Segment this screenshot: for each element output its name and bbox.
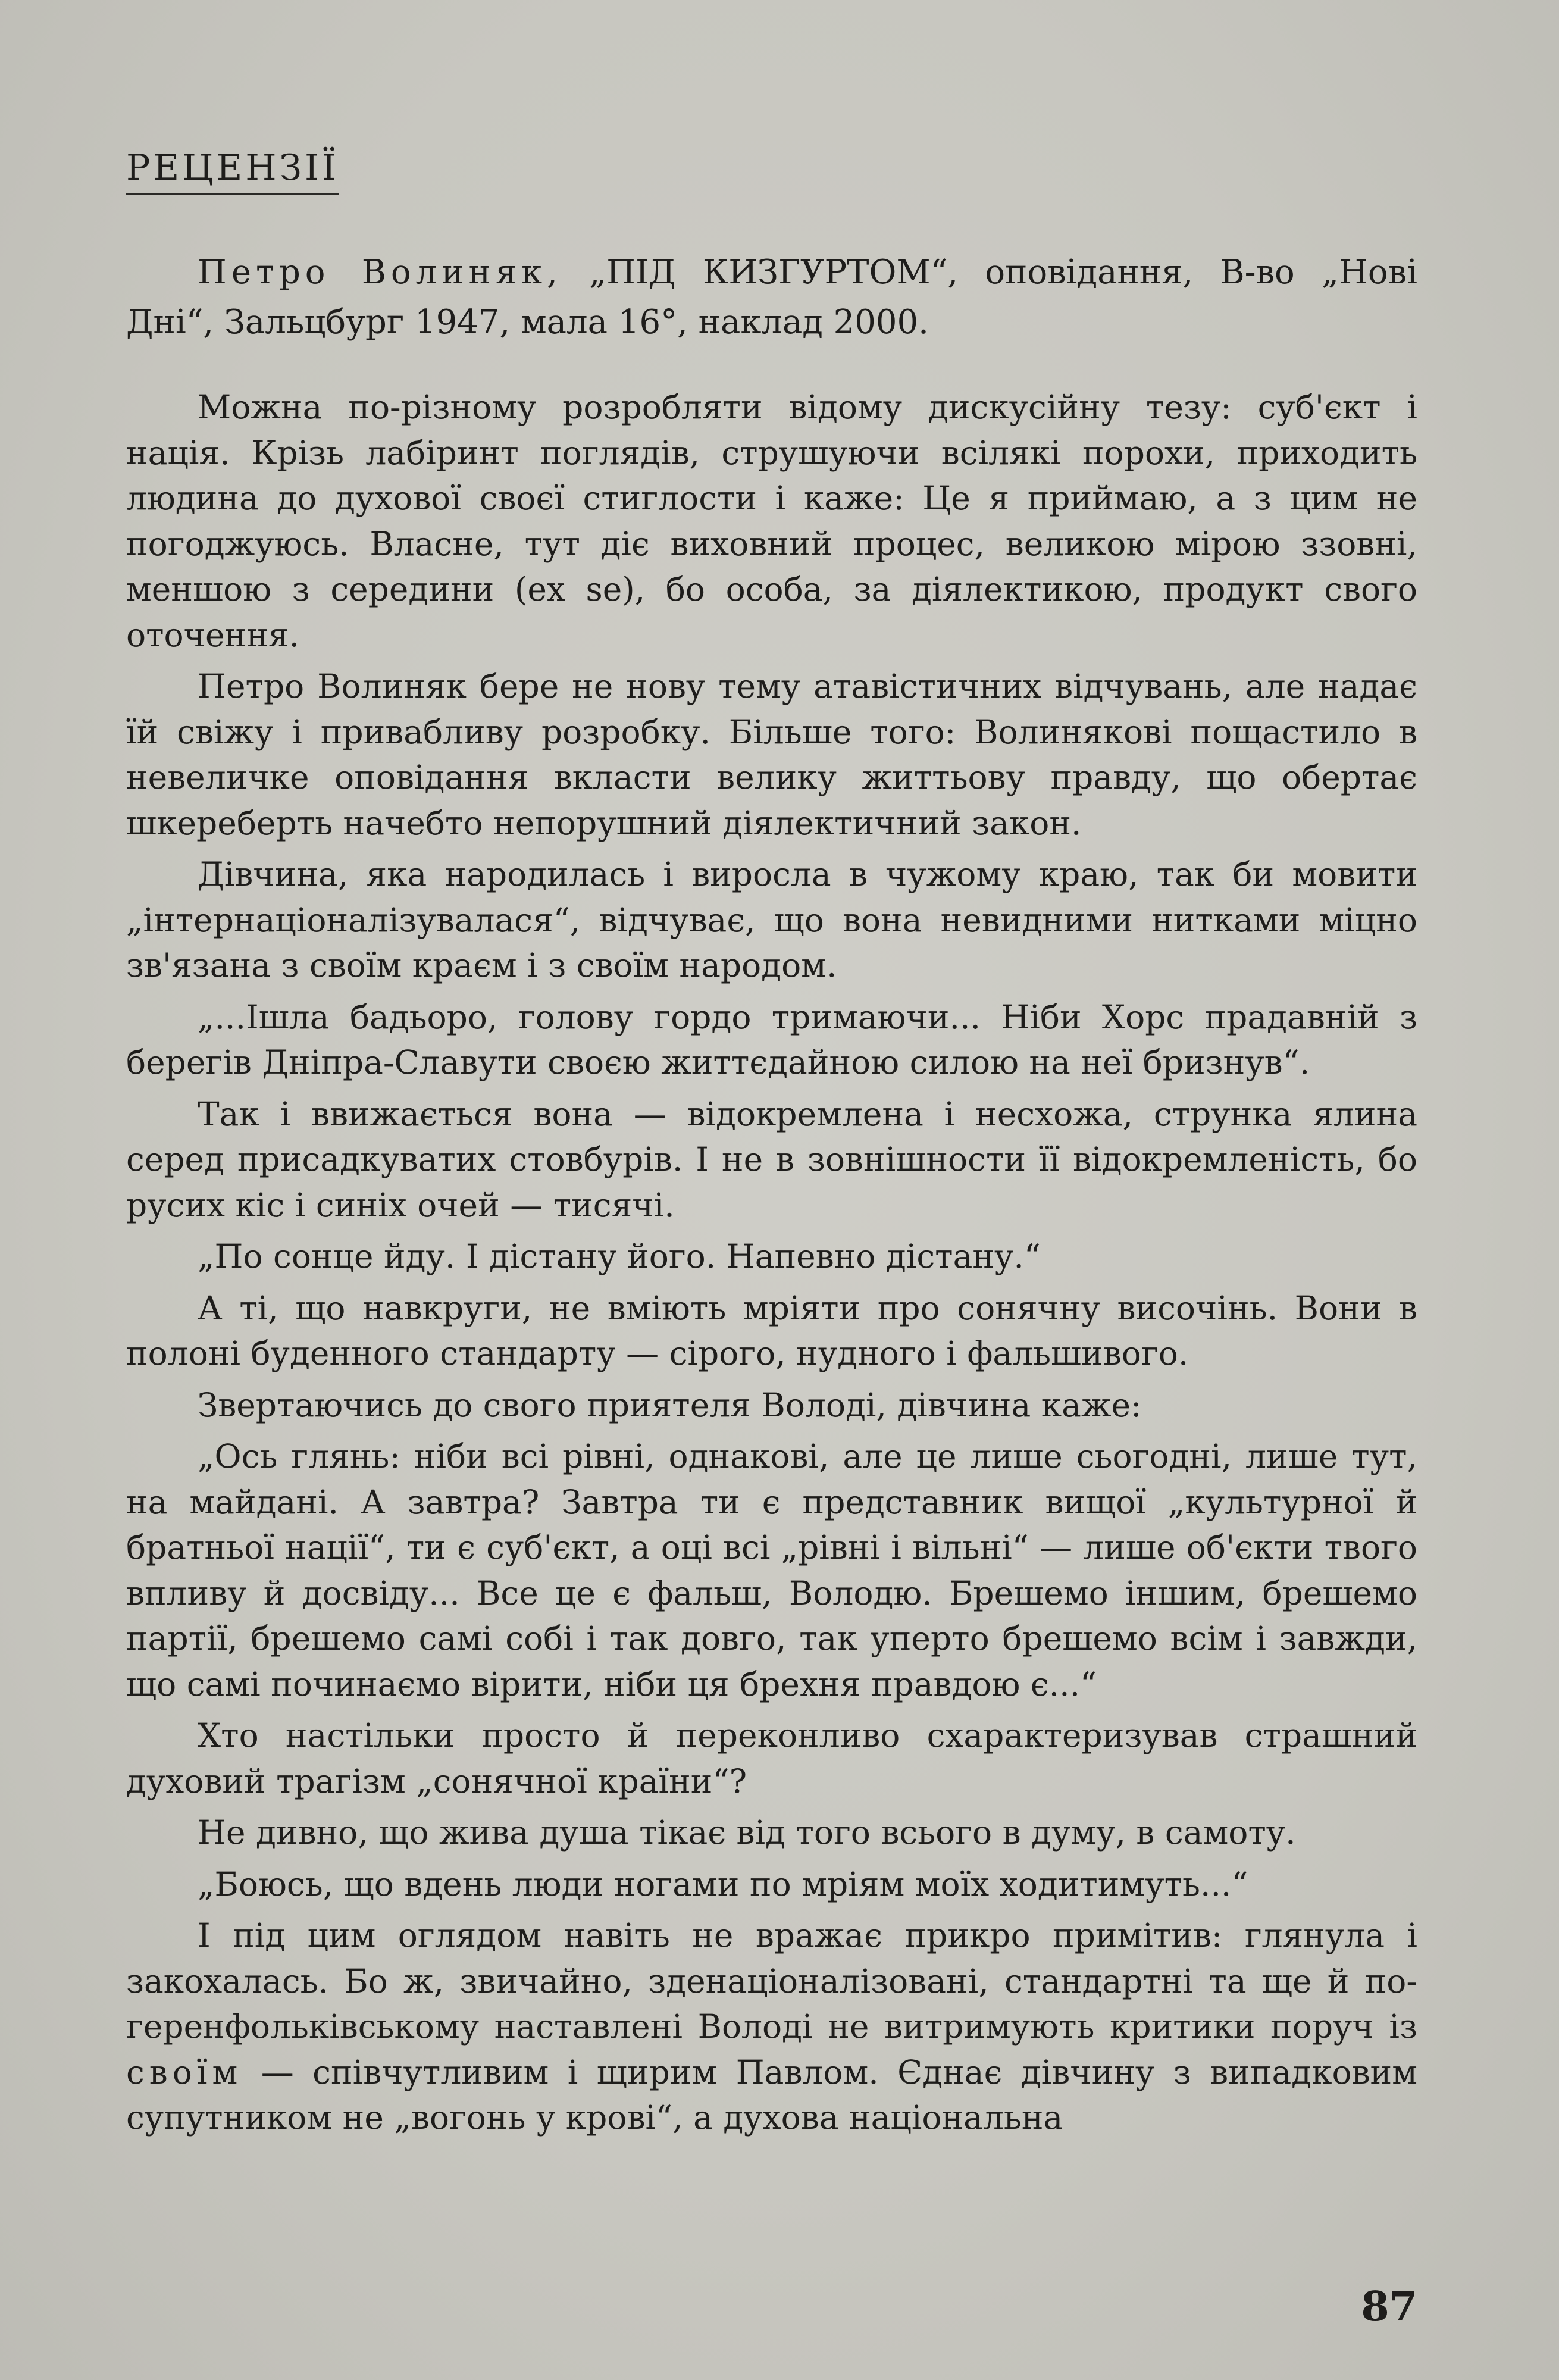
paragraph: А ті, що навкруги, не вміють мріяти про сонячну височінь. Вони в полоні буденного стандарту — сірого, нудного і фальшивого. <box>126 1288 1417 1372</box>
paragraph: Дівчина, яка народилась і виросла в чужому краю, так би мовити „інтернаціоналізувалася“, відчуває, що вона невидними нитками міцно зв'язана з своїм краєм і з своїм народом. <box>126 855 1417 984</box>
paragraph: Так і ввижається вона — відокремлена і несхожа, струнка ялина серед присадкуватих стовбурів. І не в зовнішности її відокремленість, бо русих кіс і синіх очей — тисячі. <box>126 1094 1417 1224</box>
quote-paragraph: „По сонце йду. І дістану його. Напевно дістану.“ <box>198 1237 1041 1275</box>
paragraph: Петро Волиняк бере не нову тему атавістичних відчувань, але надає їй свіжу і привабливу розробку. Більше того: Волинякові пощастило в невеличке оповідання вкласти велику життьову правду, що обертає шкереберть начебто непорушний діялектичний закон. <box>126 667 1417 842</box>
quote-paragraph: „Ось глянь: ніби всі рівні, однакові, але це лише сьогодні, лише тут, на майдані. А завтра? Завтра ти є представник вищої „культурної й братньої нації“, ти є суб'єкт, а оці всі „рівні і вільні“ — лише об'єкти твого впливу й досвіду... Все це є фальш, Володю. Брешемо іншим, брешемо партії, брешемо самі собі і так довго, так уперто брешемо всім і завжди, що самі починаємо вірити, ніби ця брехня правдою є...“ <box>126 1437 1417 1703</box>
paragraph: Звертаючись до свого приятеля Володі, дівчина каже: <box>198 1386 1142 1424</box>
paragraph-text: — співчутливим і щирим Павлом. Єднає дівчину з випадковим супутником не „вогонь у крові“, а духова національна <box>126 2053 1417 2137</box>
page-number: 87 <box>1361 2283 1417 2331</box>
quote-paragraph: „...Ішла бадьоро, голову гордо тримаючи... Ніби Хорс прадавній з берегів Дніпра-Славути своєю життєдайною силою на неї бризнув“. <box>126 997 1417 1081</box>
book-author: Петро Волиняк, <box>198 253 562 292</box>
book-details: „ПІД КИЗГУРТОМ“, оповідання, В-во „Нові Дні“, Зальцбург 1947, мала 16°, наклад 2000. <box>126 253 1417 342</box>
emphasized-word: своїм <box>126 2053 243 2091</box>
section-heading: РЕЦЕНЗІЇ <box>126 150 339 195</box>
paragraph: Хто настільки просто й переконливо схарактеризував страшний духовий трагізм „сонячної країни“? <box>126 1716 1417 1800</box>
paragraph-last <box>126 1913 1417 2141</box>
review-body <box>126 384 1417 2147</box>
book-reference <box>126 248 1417 348</box>
quote-paragraph: „Боюсь, що вдень люди ногами по мріям моїх ходитимуть...“ <box>198 1865 1248 1903</box>
paragraph: Не дивно, що жива душа тікає від того всього в думу, в самоту. <box>198 1813 1296 1852</box>
paragraph-text: І під цим оглядом навіть не вражає прикро примітив: глянула і закохалась. Бо ж, звичайно, зденаціоналізовані, стандартні та ще й по-геренфольківському наставлені Володі не витримують критики поруч із <box>126 1916 1417 2046</box>
paragraph: Можна по-різному розробляти відому дискусійну тезу: суб'єкт і нація. Крізь лабіринт поглядів, струшуючи всілякі порохи, приходить людина до духової своєї стиглости і каже: Це я приймаю, а з цим не погоджуюсь. Власне, тут діє виховний процес, великою мірою ззовні, меншою з середини (ex se), бо особа, за діялектикою, продукт свого оточення. <box>126 388 1417 654</box>
